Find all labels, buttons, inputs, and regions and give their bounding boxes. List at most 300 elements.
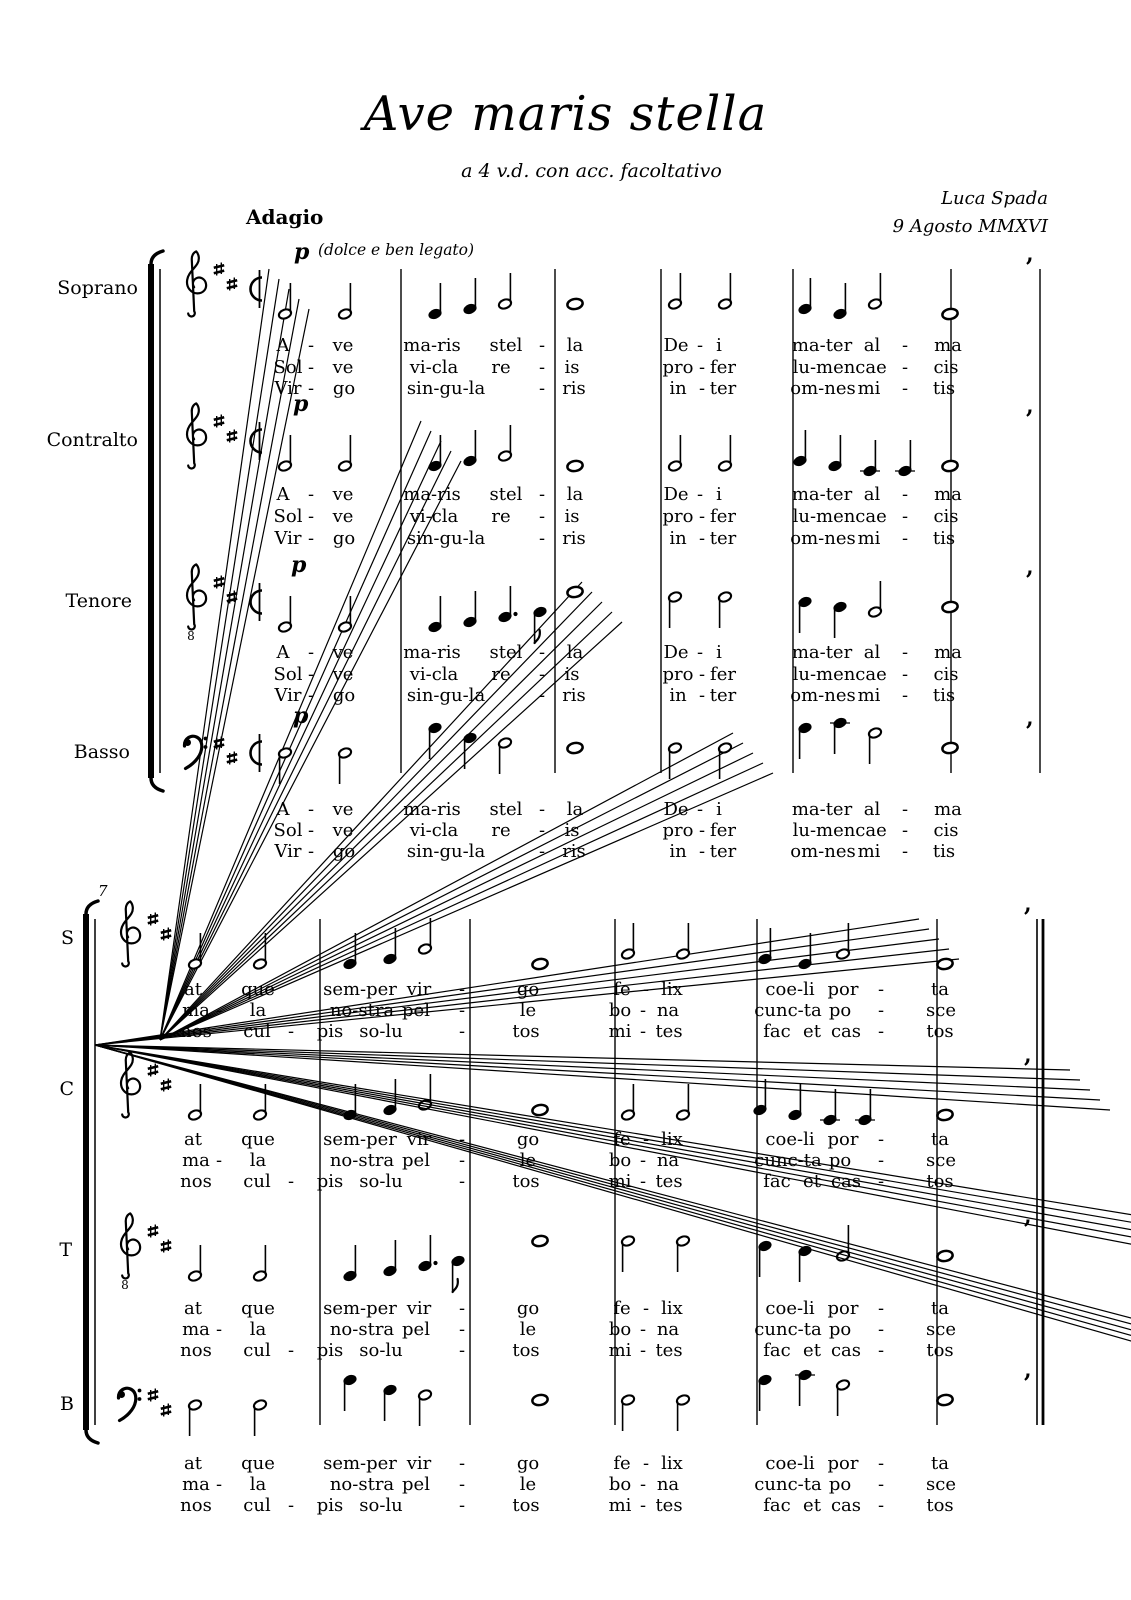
- lyric-syllable: in: [669, 528, 687, 549]
- lyric-syllable: ve: [332, 664, 354, 685]
- lyric-syllable: bo: [608, 1319, 632, 1340]
- lyric-syllable: fe: [613, 1129, 631, 1150]
- lyric-syllable: re: [491, 664, 511, 685]
- lyric-syllable: lix: [661, 1298, 683, 1319]
- lyric-syllable: ma: [182, 1150, 210, 1171]
- composer-name: Luca Spada: [941, 188, 1048, 209]
- lyric-syllable: po: [828, 1474, 852, 1495]
- note-w: [567, 460, 584, 473]
- note-q: [383, 928, 398, 965]
- system-bracket: [83, 914, 89, 1430]
- lyric-syllable: que: [241, 979, 275, 1000]
- note-q: [793, 430, 808, 467]
- sharp-icon: [227, 430, 237, 443]
- lyric-syllable: tis: [932, 685, 956, 706]
- lyric-syllable: A: [276, 335, 290, 356]
- lyric-syllable: -: [877, 1021, 885, 1042]
- note-h: [621, 1394, 636, 1431]
- note-h: [668, 273, 683, 310]
- lyric-syllable: que: [241, 1129, 275, 1150]
- note-q: [798, 722, 813, 759]
- note-q: [828, 435, 843, 472]
- sharp-icon: [161, 1240, 171, 1253]
- lyric-syllable: -: [307, 506, 315, 527]
- lyric-syllable: ma-ris: [403, 799, 461, 820]
- note-h: [668, 591, 683, 628]
- lyric-syllable: -: [639, 1000, 647, 1021]
- lyric-syllable: -: [901, 528, 909, 549]
- lyric-syllable: ris: [562, 685, 586, 706]
- note-q: [833, 601, 848, 638]
- lyric-syllable: -: [639, 1495, 647, 1516]
- note-q: [428, 722, 443, 759]
- lyric-syllable: -: [901, 378, 909, 399]
- lyric-syllable: go: [516, 1129, 540, 1150]
- note-h: [676, 923, 691, 960]
- lyric-syllable: lix: [661, 979, 683, 1000]
- voice-label: T: [59, 1239, 72, 1261]
- lyric-syllable: ta: [931, 1129, 949, 1150]
- note-h: [253, 1245, 268, 1282]
- note-w: [942, 601, 959, 614]
- breath-mark-icon: ,: [1026, 705, 1034, 731]
- lyric-syllable: bo: [608, 1474, 632, 1495]
- note-q: [463, 591, 478, 628]
- staff-line: [160, 592, 592, 1040]
- lyric-syllable: re: [491, 357, 511, 378]
- note-h: [498, 737, 513, 774]
- lyric-syllable: stel: [489, 799, 523, 820]
- lyric-syllable: -: [458, 1453, 466, 1474]
- staff-line: [95, 1045, 1110, 1110]
- lyric-syllable: sem-per: [323, 979, 397, 1000]
- lyric-syllable: pis: [316, 1495, 344, 1516]
- lyric-syllable: -: [901, 357, 909, 378]
- lyric-syllable: al: [863, 484, 881, 505]
- lyric-syllable: pel: [402, 1474, 430, 1495]
- lyric-syllable: i: [716, 335, 722, 356]
- lyric-syllable: fe: [613, 979, 631, 1000]
- lyric-syllable: et: [803, 1021, 821, 1042]
- note-h: [621, 923, 636, 960]
- lyric-syllable: cunc-ta: [754, 1474, 822, 1495]
- note-q: [343, 1374, 358, 1411]
- breath-mark-icon: ,: [1024, 891, 1032, 917]
- treble-clef-icon: [187, 403, 206, 468]
- lyric-syllable: vi-cla: [409, 506, 459, 527]
- lyric-syllable: vi-cla: [409, 664, 459, 685]
- lyric-syllable: cunc-ta: [754, 1150, 822, 1171]
- lyric-syllable: tes: [655, 1171, 683, 1192]
- note-h: [188, 1084, 203, 1121]
- treble-clef-icon: [187, 564, 206, 629]
- lyric-syllable: Sol: [273, 357, 303, 378]
- sharp-icon: [214, 263, 224, 276]
- lyric-syllable: -: [901, 799, 909, 820]
- note-h: [868, 727, 883, 764]
- lyric-syllable: et: [803, 1340, 821, 1361]
- lyric-syllable: -: [696, 642, 704, 663]
- lyric-syllable: ma: [934, 642, 962, 663]
- lyric-syllable: ma-ter: [791, 799, 853, 820]
- lyric-syllable: fe: [613, 1298, 631, 1319]
- lyric-syllable: ta: [931, 979, 949, 1000]
- lyric-syllable: sce: [926, 1474, 956, 1495]
- note-q: [463, 732, 478, 769]
- lyric-syllable: cas: [830, 1171, 862, 1192]
- lyric-syllable: om-nes: [790, 528, 856, 549]
- lyric-syllable: om-nes: [790, 841, 856, 862]
- lyric-syllable: tis: [932, 378, 956, 399]
- bass-clef-icon: [118, 1388, 141, 1420]
- lyric-syllable: -: [458, 1495, 466, 1516]
- lyric-syllable: -: [642, 1453, 650, 1474]
- lyric-syllable: -: [642, 1298, 650, 1319]
- lyric-syllable: mi: [608, 1340, 632, 1361]
- lyric-syllable: is: [564, 357, 580, 378]
- dynamic-p: p: [294, 239, 310, 265]
- lyric-syllable: cae: [855, 820, 887, 841]
- note-q: [820, 1089, 840, 1126]
- lyric-syllable: fer: [710, 506, 736, 527]
- lyric-syllable: -: [458, 979, 466, 1000]
- lyric-syllable: -: [901, 335, 909, 356]
- lyric-syllable: ve: [332, 335, 354, 356]
- note-e: [533, 606, 548, 643]
- lyric-syllable: ve: [332, 506, 354, 527]
- lyric-syllable: -: [287, 1171, 295, 1192]
- lyric-syllable: -: [696, 484, 704, 505]
- lyric-syllable: in: [669, 841, 687, 862]
- lyric-syllable: om-nes: [790, 378, 856, 399]
- lyric-syllable: cae: [855, 357, 887, 378]
- lyric-syllable: -: [877, 1495, 885, 1516]
- lyric-syllable: -: [698, 528, 706, 549]
- note-e: [451, 1255, 466, 1292]
- lyric-syllable: is: [564, 820, 580, 841]
- note-h: [621, 1084, 636, 1121]
- score-subtitle: a 4 v.d. con acc. facoltativo: [461, 160, 722, 182]
- staff-line: [95, 1045, 1080, 1080]
- lyric-syllable: cas: [830, 1495, 862, 1516]
- lyric-syllable: -: [696, 335, 704, 356]
- lyric-syllable: coe-li: [765, 1129, 815, 1150]
- lyric-syllable: la: [249, 1474, 267, 1495]
- sharp-icon: [148, 1064, 158, 1077]
- lyric-syllable: sem-per: [323, 1129, 397, 1150]
- lyric-syllable: De: [663, 335, 689, 356]
- lyric-syllable: tos: [512, 1171, 540, 1192]
- lyric-syllable: -: [538, 642, 546, 663]
- lyric-syllable: vir: [406, 1453, 432, 1474]
- lyric-syllable: al: [863, 642, 881, 663]
- lyric-syllable: -: [215, 1474, 223, 1495]
- lyric-syllable: -: [458, 1319, 466, 1340]
- lyric-syllable: -: [901, 664, 909, 685]
- lyric-syllable: lu-men: [792, 506, 856, 527]
- bracket-hook-bottom: [86, 1430, 98, 1443]
- composition-date: 9 Agosto MMXVI: [892, 216, 1048, 237]
- lyric-syllable: -: [698, 664, 706, 685]
- lyric-syllable: ve: [332, 484, 354, 505]
- lyric-syllable: om-nes: [790, 685, 856, 706]
- lyric-syllable: por: [827, 1129, 859, 1150]
- lyric-syllable: et: [803, 1171, 821, 1192]
- note-h: [253, 1399, 268, 1436]
- note-h: [668, 742, 683, 779]
- lyric-syllable: ma-ter: [791, 484, 853, 505]
- lyric-syllable: at: [184, 1298, 202, 1319]
- note-w: [937, 1394, 954, 1407]
- lyric-syllable: go: [332, 378, 356, 399]
- lyric-syllable: -: [639, 1340, 647, 1361]
- staff-line: [160, 622, 622, 1040]
- staff-line: [160, 602, 602, 1040]
- breath-mark-icon: ,: [1024, 1203, 1032, 1229]
- lyric-syllable: fer: [710, 820, 736, 841]
- lyric-syllable: -: [538, 685, 546, 706]
- lyric-syllable: la: [566, 799, 584, 820]
- note-h: [188, 1245, 203, 1282]
- lyric-syllable: tes: [655, 1340, 683, 1361]
- lyric-syllable: tos: [512, 1021, 540, 1042]
- lyric-syllable: -: [307, 484, 315, 505]
- staff-line: [160, 289, 289, 1040]
- bracket-hook-top: [86, 901, 98, 914]
- note-w: [532, 1394, 549, 1407]
- lyric-syllable: -: [877, 1150, 885, 1171]
- lyric-syllable: cis: [933, 506, 959, 527]
- note-q: [383, 1240, 398, 1277]
- sharp-icon: [227, 278, 237, 291]
- lyric-syllable: -: [639, 1021, 647, 1042]
- lyric-syllable: cul: [243, 1495, 271, 1516]
- lyric-syllable: -: [307, 799, 315, 820]
- lyric-syllable: vi-cla: [409, 820, 459, 841]
- lyric-syllable: que: [241, 1298, 275, 1319]
- lyric-syllable: De: [663, 799, 689, 820]
- staff-line: [95, 1045, 1131, 1425]
- lyric-syllable: pro: [662, 820, 694, 841]
- lyric-syllable: -: [287, 1340, 295, 1361]
- note-h: [253, 933, 268, 970]
- lyric-syllable: mi: [608, 1495, 632, 1516]
- lyric-syllable: le: [519, 1000, 537, 1021]
- lyric-syllable: le: [519, 1150, 537, 1171]
- lyric-syllable: tis: [932, 841, 956, 862]
- dynamic-p: p: [293, 703, 309, 729]
- voice-label: S: [60, 927, 74, 949]
- lyric-syllable: sin-gu-la: [406, 841, 486, 862]
- lyric-syllable: -: [458, 1340, 466, 1361]
- lyric-syllable: la: [249, 1319, 267, 1340]
- lyric-syllable: cas: [830, 1021, 862, 1042]
- lyric-syllable: nos: [180, 1340, 212, 1361]
- lyric-syllable: is: [564, 506, 580, 527]
- system-bracket: [148, 264, 154, 778]
- lyric-syllable: pis: [316, 1021, 344, 1042]
- lyric-syllable: -: [877, 1453, 885, 1474]
- lyric-syllable: -: [642, 1129, 650, 1150]
- lyric-syllable: la: [566, 335, 584, 356]
- lyric-syllable: -: [307, 664, 315, 685]
- note-w: [532, 1235, 549, 1248]
- lyric-syllable: fer: [710, 664, 736, 685]
- lyric-syllable: -: [698, 357, 706, 378]
- lyric-syllable: ris: [562, 378, 586, 399]
- lyric-syllable: -: [639, 1474, 647, 1495]
- lyric-syllable: ve: [332, 799, 354, 820]
- lyric-syllable: le: [519, 1319, 537, 1340]
- note-h: [188, 933, 203, 970]
- lyric-syllable: at: [184, 1453, 202, 1474]
- note-q: [428, 596, 443, 633]
- note-q: [758, 1240, 773, 1277]
- lyric-syllable: ris: [562, 841, 586, 862]
- lyric-syllable: le: [519, 1474, 537, 1495]
- voice-label: C: [59, 1078, 74, 1100]
- voice-label: Soprano: [57, 277, 138, 299]
- octave-8-mark: 8: [187, 629, 195, 643]
- note-h: [868, 273, 883, 310]
- lyric-syllable: -: [901, 506, 909, 527]
- lyric-syllable: Sol: [273, 664, 303, 685]
- sharp-icon: [161, 1079, 171, 1092]
- lyric-syllable: cas: [830, 1340, 862, 1361]
- lyric-syllable: -: [307, 528, 315, 549]
- lyric-syllable: De: [663, 642, 689, 663]
- lyric-syllable: -: [698, 378, 706, 399]
- lyric-syllable: sin-gu-la: [406, 378, 486, 399]
- lyric-syllable: -: [538, 820, 546, 841]
- tempo-marking: Adagio: [246, 205, 324, 229]
- lyric-syllable: no-stra: [329, 1000, 395, 1021]
- lyric-syllable: tos: [512, 1340, 540, 1361]
- lyric-syllable: ma-ris: [403, 335, 461, 356]
- lyric-syllable: -: [877, 1340, 885, 1361]
- note-h: [278, 283, 293, 320]
- lyric-syllable: go: [516, 1453, 540, 1474]
- lyric-syllable: mi: [857, 685, 881, 706]
- lyric-syllable: A: [276, 799, 290, 820]
- lyric-syllable: -: [639, 1171, 647, 1192]
- lyric-syllable: De: [663, 484, 689, 505]
- lyric-syllable: i: [716, 799, 722, 820]
- lyric-syllable: cis: [933, 820, 959, 841]
- lyric-syllable: Vir: [274, 841, 302, 862]
- lyric-syllable: fac: [763, 1340, 791, 1361]
- lyric-syllable: -: [698, 841, 706, 862]
- note-h: [718, 591, 733, 628]
- note-h: [338, 435, 353, 472]
- lyric-syllable: ris: [562, 528, 586, 549]
- lyric-syllable: pel: [402, 1000, 430, 1021]
- lyric-syllable: no-stra: [329, 1319, 395, 1340]
- lyric-syllable: -: [287, 1021, 295, 1042]
- lyric-syllable: -: [458, 1021, 466, 1042]
- note-dq: [498, 586, 518, 623]
- lyric-syllable: na: [656, 1000, 680, 1021]
- lyric-syllable: al: [863, 335, 881, 356]
- breath-mark-icon: ,: [1024, 1042, 1032, 1068]
- note-h: [868, 581, 883, 618]
- lyric-syllable: -: [538, 841, 546, 862]
- sharp-icon: [227, 752, 237, 765]
- measure-number: 7: [98, 882, 108, 900]
- lyric-syllable: la: [249, 1150, 267, 1171]
- note-q: [798, 596, 813, 633]
- lyric-syllable: Vir: [274, 528, 302, 549]
- lyric-syllable: por: [827, 1298, 859, 1319]
- lyric-syllable: cunc-ta: [754, 1319, 822, 1340]
- note-h: [668, 435, 683, 472]
- staff-line: [95, 1045, 1090, 1090]
- lyric-syllable: na: [656, 1474, 680, 1495]
- lyric-syllable: -: [307, 841, 315, 862]
- lyric-syllable: po: [828, 1319, 852, 1340]
- lyric-syllable: go: [516, 1298, 540, 1319]
- lyric-syllable: ter: [709, 528, 737, 549]
- lyric-syllable: -: [458, 1150, 466, 1171]
- lyric-syllable: stel: [489, 484, 523, 505]
- treble-clef-icon: [121, 1213, 140, 1278]
- treble-clef-icon: [121, 901, 140, 966]
- lyric-syllable: vir: [406, 1298, 432, 1319]
- voice-label: Contralto: [46, 429, 138, 451]
- lyric-syllable: ter: [709, 378, 737, 399]
- note-w: [942, 308, 959, 321]
- note-h: [338, 747, 353, 784]
- lyric-syllable: cae: [855, 506, 887, 527]
- note-h: [676, 1394, 691, 1431]
- lyric-syllable: ma: [182, 1474, 210, 1495]
- lyric-syllable: at: [184, 1129, 202, 1150]
- note-q: [383, 1384, 398, 1421]
- lyric-syllable: in: [669, 685, 687, 706]
- lyric-syllable: -: [877, 979, 885, 1000]
- lyric-syllable: sce: [926, 1319, 956, 1340]
- lyric-syllable: -: [877, 1298, 885, 1319]
- lyric-syllable: so-lu: [359, 1021, 403, 1042]
- cut-time-icon: [251, 270, 262, 308]
- note-h: [676, 1235, 691, 1272]
- lyric-syllable: -: [877, 1129, 885, 1150]
- lyric-syllable: sce: [926, 1150, 956, 1171]
- lyric-syllable: -: [538, 506, 546, 527]
- treble-clef-icon: [121, 1052, 140, 1117]
- lyric-syllable: mi: [608, 1021, 632, 1042]
- lyric-syllable: -: [307, 335, 315, 356]
- lyric-syllable: que: [241, 1453, 275, 1474]
- lyric-syllable: mi: [857, 528, 881, 549]
- note-w: [942, 742, 959, 755]
- sharp-icon: [148, 913, 158, 926]
- note-q: [830, 717, 850, 754]
- lyric-syllable: nos: [180, 1495, 212, 1516]
- lyric-syllable: -: [901, 685, 909, 706]
- lyric-syllable: go: [332, 528, 356, 549]
- lyric-syllable: fac: [763, 1495, 791, 1516]
- note-h: [338, 283, 353, 320]
- note-q: [758, 1374, 773, 1411]
- note-q: [428, 283, 443, 320]
- lyric-syllable: ma-ris: [403, 484, 461, 505]
- note-q: [758, 928, 773, 965]
- lyric-syllable: -: [458, 1171, 466, 1192]
- note-w: [567, 298, 584, 311]
- lyric-syllable: -: [458, 1474, 466, 1495]
- note-w: [567, 742, 584, 755]
